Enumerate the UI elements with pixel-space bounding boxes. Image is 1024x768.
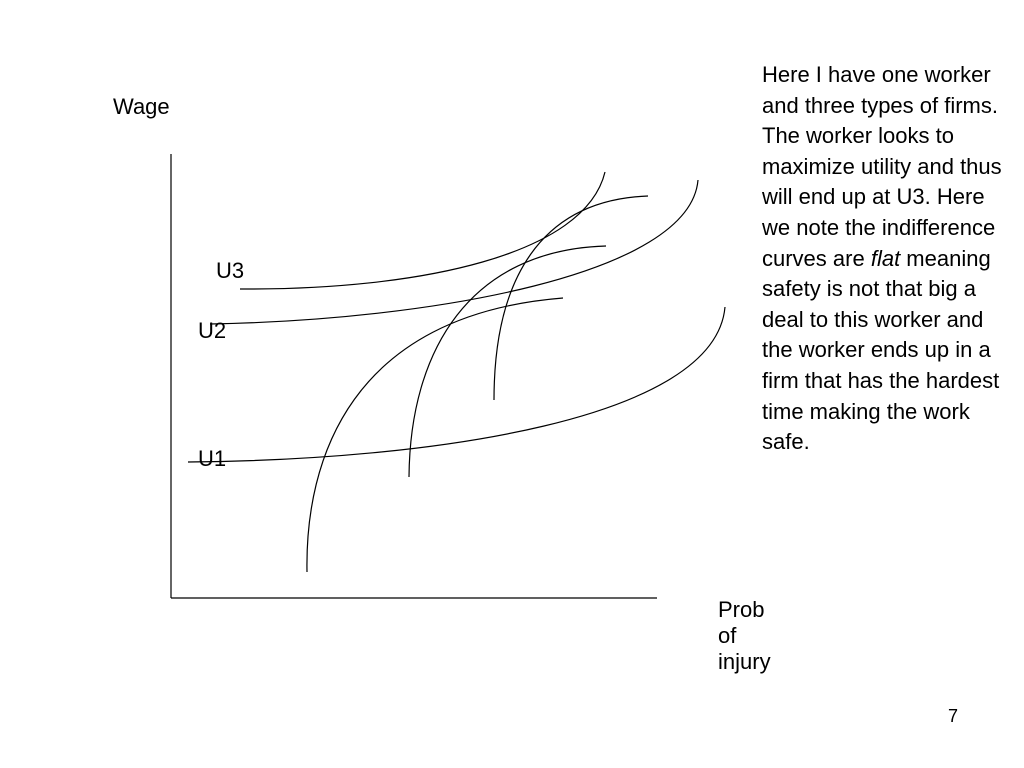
explanation-text-part-1: Here I have one worker and three types of firms. The worker looks to maximize utility and thus will end up at U3. Here we note the indifference curves are [762, 62, 1002, 271]
slide-number: 7 [948, 706, 959, 726]
y-axis-label: Wage [113, 94, 170, 119]
x-axis-label-line-1: Prob [718, 597, 765, 622]
isoprofit-curve-1 [307, 298, 563, 572]
isoprofit-curve-3 [494, 196, 648, 400]
explanation-text [762, 60, 1002, 458]
x-axis-label-line-2: of [718, 623, 737, 648]
x-axis-label [718, 597, 798, 675]
explanation-italic-word: flat [870, 245, 901, 271]
x-axis-label-line-3: injury [718, 649, 771, 674]
isoprofit-curve-2 [409, 246, 606, 477]
curve-label-u3: U3 [216, 258, 245, 283]
indifference-curve-u3 [240, 172, 605, 289]
indifference-curve-u2 [210, 180, 698, 324]
indifference-curve-u1 [188, 307, 725, 462]
explanation-text-part-2: meaning safety is not that big a deal to this worker and the worker ends up in a firm that has the hardest time making the work safe. [762, 245, 1000, 455]
curve-label-u1: U1 [198, 446, 227, 471]
curve-label-u2: U2 [198, 318, 227, 343]
